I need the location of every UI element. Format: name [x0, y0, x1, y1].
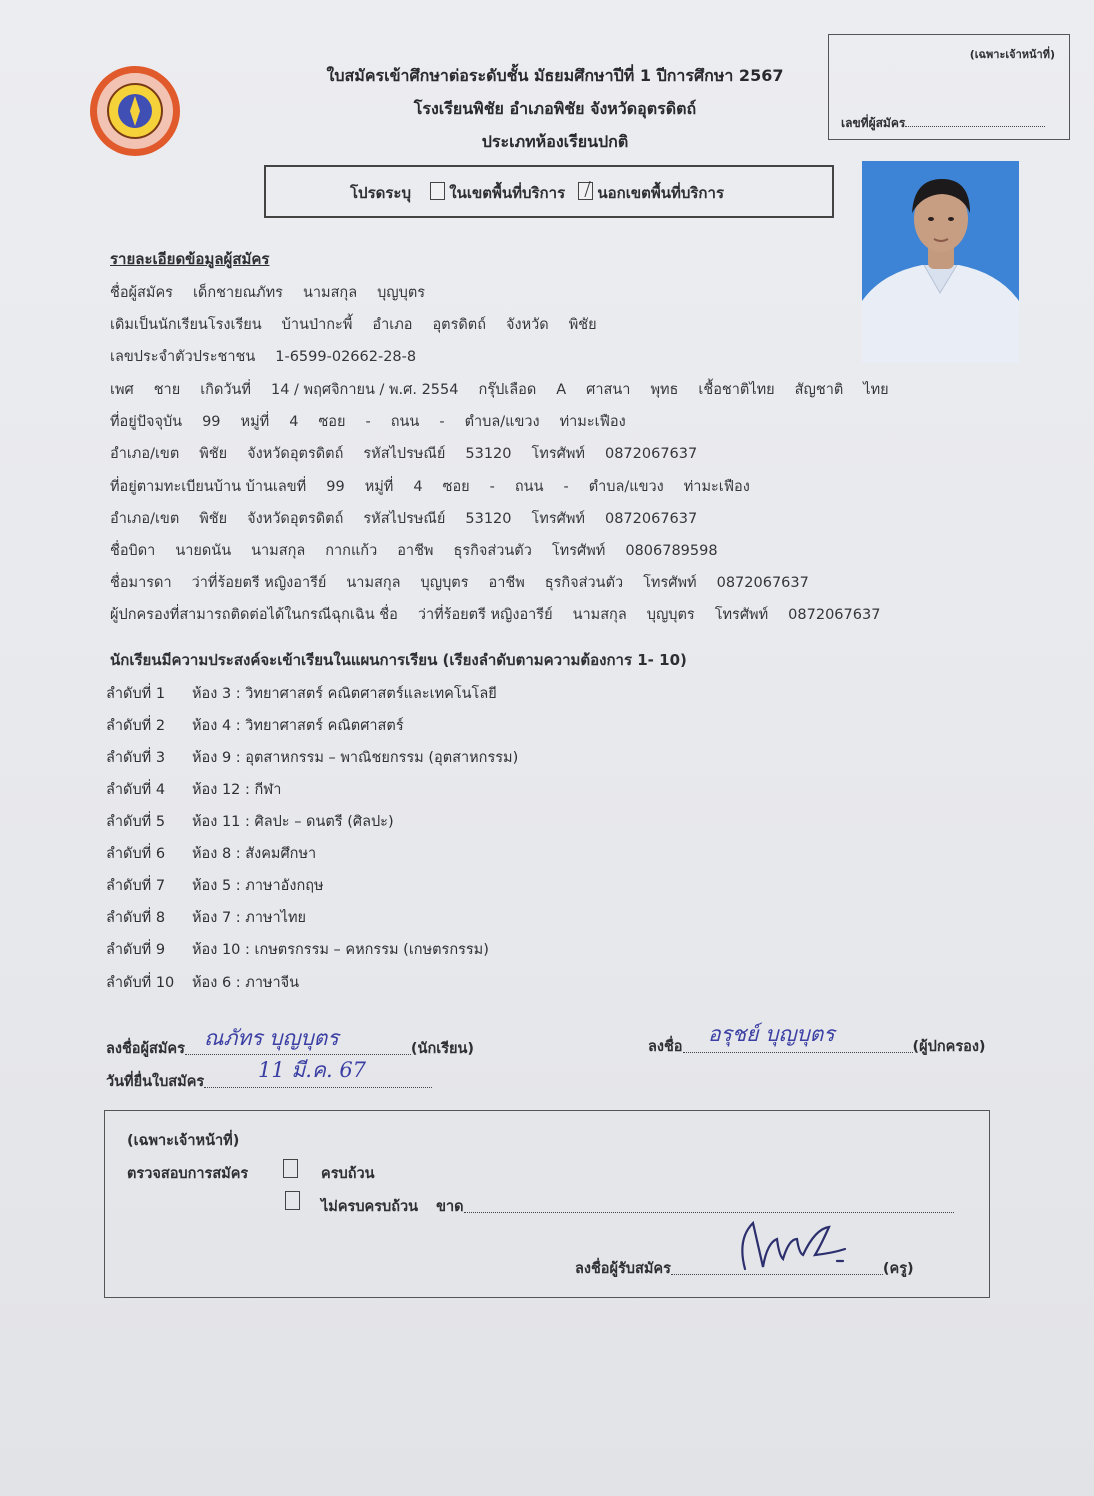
- plan-choice: ลำดับที่ 3 ห้อง 9 : อุตสาหกรรม – พาณิชยกรรม (อุตสาหกรรม): [106, 750, 519, 766]
- father-row: ชื่อบิดา นายดนัน นามสกุล กากแก้ว อาชีพ ธุรกิจส่วนตัว โทรศัพท์ 0806789598: [110, 543, 718, 559]
- citizen-id-row: เลขประจำตัวประชาชน 1-6599-02662-28-8: [110, 349, 417, 365]
- plan-choice: ลำดับที่ 5 ห้อง 11 : ศิลปะ – ดนตรี (ศิลปะ): [106, 814, 394, 830]
- checkbox-in-area[interactable]: [430, 182, 445, 200]
- checkbox-complete[interactable]: [283, 1159, 298, 1178]
- incomplete-label: ไม่ครบครบถ้วน: [321, 1199, 419, 1215]
- previous-school-row: เดิมเป็นนักเรียนโรงเรียน บ้านป่ากะพี้ อำเภอ อุตรดิตถ์ จังหวัด พิชัย: [110, 317, 597, 333]
- applicant-name-row: ชื่อผู้สมัคร เด็กชายณภัทร นามสกุล บุญบุตร: [110, 281, 445, 304]
- plan-choice: ลำดับที่ 8 ห้อง 7 : ภาษาไทย: [106, 910, 307, 926]
- receiver-signature-line: ลงชื่อผู้รับสมัคร (ครู): [575, 1261, 914, 1277]
- plan-choice: ลำดับที่ 2 ห้อง 4 : วิทยาศาสตร์ คณิตศาสตร์: [106, 718, 404, 734]
- school-logo: [88, 64, 182, 158]
- registered-address-row2: อำเภอ/เขต พิชัย จังหวัดอุตรดิตถ์ รหัสไปรษณีย์ 53120 โทรศัพท์ 0872067637: [110, 511, 698, 527]
- plan-choice: ลำดับที่ 1 ห้อง 3 : วิทยาศาสตร์ คณิตศาสตร์และเทคโนโลยี: [106, 686, 497, 702]
- staff-verification-box: [104, 1110, 990, 1298]
- option-in-area: ในเขตพื้นที่บริการ: [449, 184, 566, 202]
- personal-info-row: เพศ ชาย เกิดวันที่ 14 / พฤศจิกายน / พ.ศ. 2554 กรุ๊ปเลือด A ศาสนา พุทธ เชื้อชาติไทย สัญชาติ ไทย: [110, 382, 889, 398]
- application-no-field: เลขที่ผู้สมัคร: [841, 114, 1045, 133]
- submission-date-handwritten: 11 มี.ค. 67: [258, 1058, 367, 1082]
- plan-choice: ลำดับที่ 10 ห้อง 6 : ภาษาจีน: [106, 975, 300, 991]
- complete-label: ครบถ้วน: [321, 1166, 375, 1182]
- school-name: โรงเรียนพิชัย อำเภอพิชัย จังหวัดอุตรดิตถ์: [413, 99, 697, 118]
- staff-note: (เฉพาะเจ้าหน้าที่): [127, 1133, 240, 1149]
- plan-section-heading: นักเรียนมีความประสงค์จะเข้าเรียนในแผนการเรียน (เรียงลำดับตามความต้องการ 1- 10): [110, 651, 687, 669]
- checkbox-incomplete[interactable]: [285, 1191, 300, 1210]
- option-out-area: นอกเขตพื้นที่บริการ: [597, 184, 724, 202]
- applicant-surname: บุญบุตร: [377, 285, 426, 301]
- checkbox-out-area[interactable]: [578, 182, 593, 200]
- applicant-signature-handwritten: ณภัทร บุญบุตร: [204, 1026, 339, 1050]
- missing-label: ขาด: [436, 1199, 464, 1215]
- citizen-id: 1-6599-02662-28-8: [275, 349, 417, 365]
- service-area-box: [264, 165, 834, 218]
- applicant-name: เด็กชายณภัทร: [192, 285, 283, 301]
- applicant-signature-line: ลงชื่อผู้สมัคร (นักเรียน): [106, 1041, 475, 1057]
- office-use-box: [828, 34, 1070, 140]
- plan-choice: ลำดับที่ 4 ห้อง 12 : กีฬา: [106, 782, 282, 798]
- current-address-row1: ที่อยู่ปัจจุบัน 99 หมู่ที่ 4 ซอย - ถนน - ตำบล/แขวง ท่ามะเฟือง: [110, 414, 626, 430]
- form-title: ใบสมัครเข้าศึกษาต่อระดับชั้น มัธยมศึกษาปีที่ 1 ปีการศึกษา 2567: [326, 66, 784, 85]
- class-type: ประเภทห้องเรียนปกติ: [481, 132, 629, 151]
- plan-choice: ลำดับที่ 9 ห้อง 10 : เกษตรกรรม – คหกรรม (เกษตรกรรม): [106, 942, 489, 958]
- receiver-signature-scribble: [733, 1209, 863, 1279]
- guardian-signature-line: ลงชื่อ (ผู้ปกครอง): [648, 1039, 986, 1055]
- applicant-photo: [862, 161, 1019, 363]
- plan-choice: ลำดับที่ 6 ห้อง 8 : สังคมศึกษา: [106, 846, 317, 862]
- guardian-signature-handwritten: อรุชย์ บุญบุตร: [708, 1022, 835, 1046]
- applicant-section-heading: รายละเอียดข้อมูลผู้สมัคร: [110, 250, 270, 268]
- area-label: โปรดระบุ: [350, 184, 412, 202]
- office-note: (เฉพาะเจ้าหน้าที่): [969, 48, 1055, 61]
- submission-date-line: วันที่ยื่นใบสมัคร: [106, 1070, 432, 1093]
- guardian-row: ผู้ปกครองที่สามารถติดต่อได้ในกรณีฉุกเฉิน ชื่อ ว่าที่ร้อยตรี หญิงอารีย์ นามสกุล บุญบุตร โทรศัพท์ 0872067637: [110, 607, 881, 623]
- registered-address-row1: ที่อยู่ตามทะเบียนบ้าน บ้านเลขที่ 99 หมู่ที่ 4 ซอย - ถนน - ตำบล/แขวง ท่ามะเฟือง: [110, 479, 750, 495]
- check-application-label: ตรวจสอบการสมัคร: [127, 1166, 249, 1182]
- current-address-row2: อำเภอ/เขต พิชัย จังหวัดอุตรดิตถ์ รหัสไปรษณีย์ 53120 โทรศัพท์ 0872067637: [110, 446, 698, 462]
- plan-choice: ลำดับที่ 7 ห้อง 5 : ภาษาอังกฤษ: [106, 878, 324, 894]
- mother-row: ชื่อมารดา ว่าที่ร้อยตรี หญิงอารีย์ นามสกุล บุญบุตร อาชีพ ธุรกิจส่วนตัว โทรศัพท์ 0872067637: [110, 575, 809, 591]
